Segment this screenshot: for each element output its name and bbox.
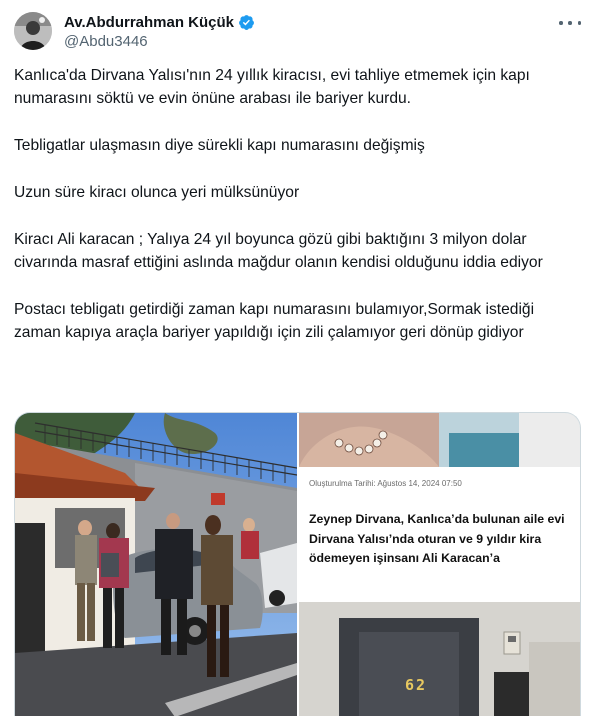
news-date: Oluşturulma Tarihi: Ağustos 14, 2024 07:50 [309, 479, 462, 488]
avatar[interactable] [14, 12, 52, 50]
door-photo[interactable] [299, 602, 581, 716]
door-number: 62 [405, 676, 428, 694]
street-photo[interactable] [15, 413, 297, 716]
tweet-paragraph: Postacı tebligatı getirdiği zaman kapı numarasını bulamıyor,Sormak istediği zaman kapıya araçla bariyer yapıldığı için zili çalamıyor geri dönüp gidiyor [14, 301, 535, 342]
more-options-icon[interactable] [559, 14, 581, 32]
tweet-text [14, 64, 585, 345]
tweet-paragraph: Kiracı Ali karacan ; Yalıya 24 yıl boyunca gözü gibi baktığını 3 milyon dolar civarında masraf ettiğini aslında mağdur olanın kendisi olduğunu iddia ediyor [14, 230, 543, 272]
author-handle[interactable]: @Abdu3446 [64, 33, 148, 50]
tweet-header [14, 12, 585, 54]
author-name[interactable]: Av.Abdurrahman Küçük [64, 13, 235, 31]
verified-badge-icon [238, 14, 255, 31]
media-grid [14, 412, 581, 716]
author-name-row [64, 12, 255, 32]
tweet-paragraph: Tebligatlar ulaşmasın diye sürekli kapı numarasını değişmiş [14, 137, 425, 155]
tweet-paragraph: Kanlıca'da Dirvana Yalısı'nın 24 yıllık kiracısı, evi tahliye etmemek için kapı numarasını söktü ve evin önüne arabası ile bariyer kurdu. [14, 67, 530, 108]
tweet-paragraph: Uzun süre kiracı olunca yeri mülksünüyor [14, 184, 300, 201]
news-screenshot[interactable] [299, 413, 581, 600]
news-headline: Zeynep Dirvana, Kanlıca’da bulunan aile evi Dirvana Yalısı’nda oturan ve 9 yıldır kira ödemeyen işinsanı Ali Karacan’a [309, 512, 565, 565]
